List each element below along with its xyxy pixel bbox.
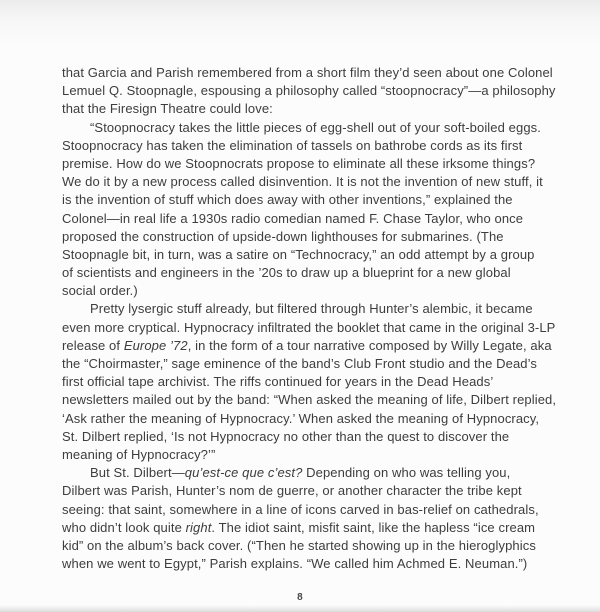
text-line: newsletters mailed out by the band: “When asked the meaning of life, Dilbert replied, — [62, 392, 557, 408]
text-line: meaning of Hypnocracy?’” — [62, 446, 216, 462]
text-line: Lemuel Q. Stoopnagle, espousing a philosophy called “stoopnocracy”—a philosophy — [62, 83, 556, 99]
text-line: the “Choirmaster,” sage eminence of the band’s Club Front studio and the Dead’s — [62, 356, 537, 371]
text-line: is the invention of stuff which does away with other inventions,” explained the — [62, 192, 513, 208]
text-line: Dilbert was Parish, Hunter’s nom de guerre, or another character the tribe kept — [62, 483, 522, 499]
text-line: St. Dilbert replied, ‘Is not Hypnocracy no other than the quest to discover the — [62, 428, 510, 444]
text-line: “Stoopnocracy takes the little pieces of egg-shell out of your soft-boiled eggs. — [90, 119, 541, 135]
text-line: Pretty lysergic stuff already, but filtered through Hunter’s alembic, it became — [90, 301, 533, 317]
text-line: when we went to Egypt,” Parish explains. “We called him Achmed E. Neuman.”) — [62, 556, 528, 572]
scan-edge-top — [0, 0, 600, 46]
text-line: Stoopnocracy has taken the elimination of tassels on bathrobe cords as its first — [62, 137, 523, 153]
text-line: who didn’t look quite right. The idiot saint, misfit saint, like the hapless “ice cream — [62, 519, 536, 535]
text-line: kid” on the album’s back cover. (“Then he started showing up in the hieroglyphics — [62, 537, 536, 553]
text-line: We do it by a new process called disinvention. It is not the invention of new stuff, it — [62, 174, 543, 190]
paragraph — [62, 300, 557, 464]
text-line: Colonel—in real life a 1930s radio comedian named F. Chase Taylor, who once — [62, 210, 524, 226]
paragraph — [62, 64, 554, 119]
text-line: proposed the construction of upside-down lighthouses for submarines. (The — [62, 228, 504, 244]
text-line: ‘Ask rather the meaning of Hypnocracy.’ When asked the meaning of Hypnocracy, — [62, 410, 540, 426]
text-line: of scientists and engineers in the ’20s to draw up a blueprint for a new global — [62, 265, 511, 281]
text-line: But St. Dilbert—qu’est-ce que c’est? Depending on who was telling you, — [90, 465, 511, 481]
text-line: Stoopnagle bit, in turn, was a satire on “Technocracy,” an odd attempt by a group — [62, 246, 535, 262]
paragraph — [62, 464, 554, 573]
text-line: premise. How do we Stoopnocrats propose to eliminate all these irksome things? — [62, 155, 536, 171]
scan-edge-bottom — [0, 605, 600, 612]
text-line: seeing: that saint, somewhere in a line of icons carved in bas-relief on cathedrals, — [62, 501, 539, 517]
paragraph — [62, 119, 554, 301]
page-number: 8 — [297, 592, 303, 603]
text-line: even more cryptical. Hypnocracy infiltrated the booklet that came in the original 3-LP — [62, 319, 556, 335]
text-line: social order.) — [62, 283, 138, 299]
text-line: first official tape archivist. The riffs continued for years in the Dead Heads’ — [62, 374, 494, 390]
page-text — [62, 64, 557, 573]
text-line: that the Firesign Theatre could love: — [62, 101, 273, 117]
text-line: that Garcia and Parish remembered from a short film they’d seen about one Colonel — [62, 65, 553, 80]
text-line: release of Europe ’72, in the form of a tour narrative composed by Willy Legate, aka — [62, 337, 552, 353]
